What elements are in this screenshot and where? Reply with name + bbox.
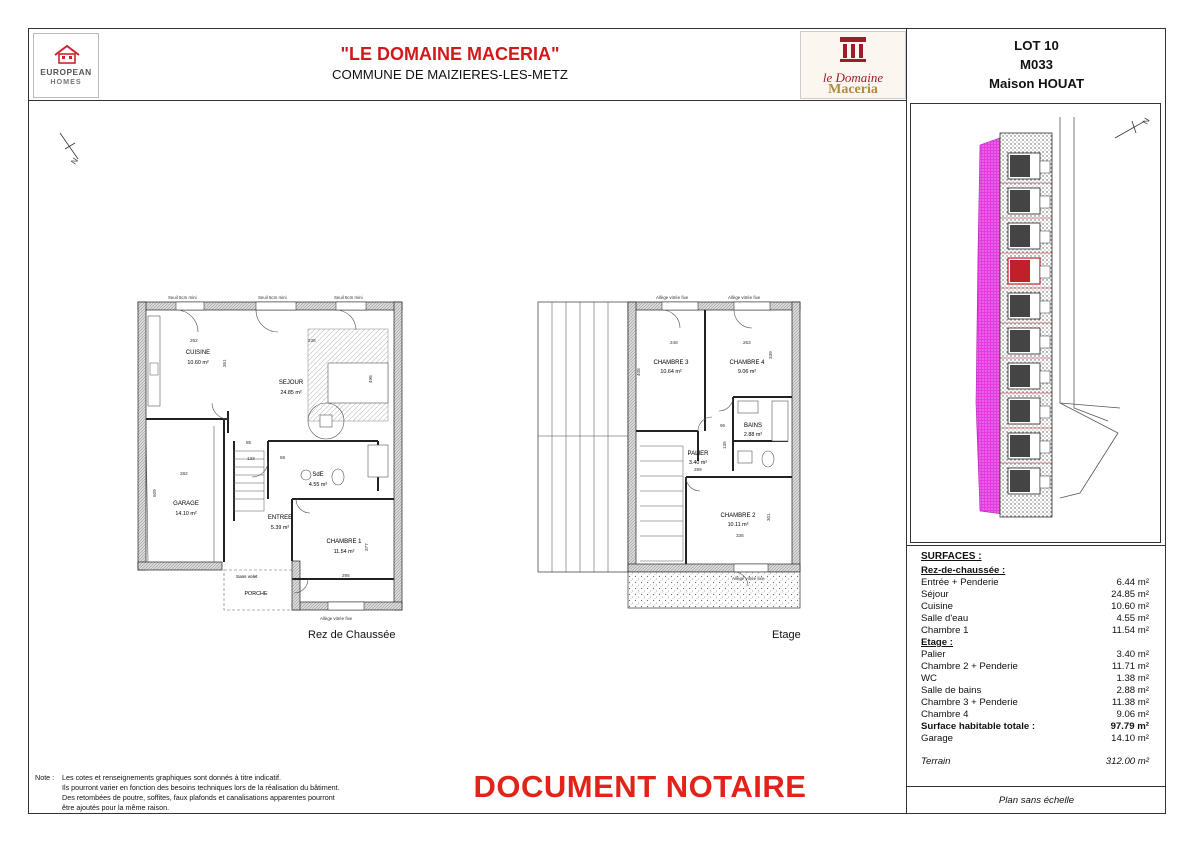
total-surface-row: Surface habitable totale : 97.79 m² — [921, 721, 1149, 732]
room-name: CHAMBRE 2 — [720, 513, 756, 519]
room-area: 3.40 m² — [688, 460, 708, 466]
room-name: CUISINE — [185, 350, 211, 356]
room-area: 10.64 m² — [660, 369, 682, 375]
dimension: 282 — [180, 471, 188, 476]
note-label: Note : — [35, 773, 55, 782]
window-note: Allège vitrée fixe — [732, 576, 765, 581]
room-name: SdE — [312, 472, 324, 478]
porch-label: PORCHE — [244, 591, 268, 597]
sill-label: Seuil 5cm mini — [334, 295, 363, 300]
dimension: 135 — [722, 441, 727, 449]
north-label: N — [69, 156, 80, 167]
room-name: SEJOUR — [278, 380, 304, 386]
ground-floor-caption: Rez de Chaussée — [308, 629, 396, 641]
site-plan — [910, 103, 1161, 543]
maceria-logo — [800, 31, 906, 99]
dimension: 509 — [152, 489, 157, 497]
room-area: 11.54 m² — [333, 549, 355, 555]
european-homes-logo — [33, 33, 99, 98]
note-line: être ajoutés pour la même raison. — [62, 803, 170, 812]
note-line: Ils pourront varier en fonction des besoins techniques lors de la réalisation du bâtiment. — [62, 783, 340, 792]
dimension: 351 — [222, 359, 227, 367]
project-subtitle: COMMUNE DE MAIZIERES-LES-METZ — [332, 67, 568, 82]
logo-line-2: HOMES — [50, 77, 82, 86]
room-name: CHAMBRE 4 — [729, 360, 765, 366]
dimension: 96 — [720, 423, 726, 428]
house-icon — [53, 44, 81, 64]
surface-row: Chambre 2 + Penderie 11.71 m² — [921, 661, 1149, 672]
surface-row: WC 1.38 m² — [921, 673, 1149, 684]
maceria-logo-line-2: Maceria — [828, 82, 878, 97]
surface-row: Salle de bains 2.88 m² — [921, 685, 1149, 696]
surfaces-top-line — [907, 545, 1166, 546]
dimension: 262 — [190, 338, 198, 343]
surface-row: Séjour 24.85 m² — [921, 589, 1149, 600]
project-title: "LE DOMAINE MACERIA" — [340, 44, 560, 64]
room-area: 4.55 m² — [308, 482, 328, 488]
house-model: Maison HOUAT — [989, 76, 1084, 91]
lot-reference: M033 — [1020, 57, 1053, 72]
room-name: BAINS — [743, 423, 763, 429]
scale-note: Plan sans échelle — [998, 795, 1075, 806]
dimension: 85 — [246, 440, 252, 445]
note-line: Des retombées de poutre, soffites, faux plafonds et canalisations apparentes pourront — [62, 793, 335, 802]
room-name: PALIER — [687, 451, 709, 457]
upper-floor-plan — [538, 295, 800, 608]
dimension: 336 — [736, 533, 744, 538]
room-area: 10.60 m² — [187, 360, 209, 366]
room-name: CHAMBRE 3 — [653, 360, 689, 366]
site-north-arrow — [1115, 121, 1145, 138]
surface-row: Chambre 3 + Penderie 11.38 m² — [921, 697, 1149, 708]
surface-row: Entrée + Penderie 6.44 m² — [921, 577, 1149, 588]
room-name: CHAMBRE 1 — [326, 539, 362, 545]
window-note: Allège vitrée fixe — [656, 295, 689, 300]
dimension: 408 — [636, 368, 641, 376]
room-area: 24.85 m² — [280, 390, 302, 396]
porch-note: Sans volet — [236, 574, 258, 579]
right-column-divider — [906, 28, 907, 814]
dimension: 498 — [368, 375, 373, 383]
dimension: 263 — [743, 340, 751, 345]
upper-floor-caption: Etage — [772, 629, 801, 641]
sill-label: Seuil 5cm mini — [168, 295, 197, 300]
room-area: 5.39 m² — [270, 525, 290, 531]
room-name: ENTREE — [267, 515, 293, 521]
site-north-label: N — [1140, 116, 1152, 126]
room-area: 14.10 m² — [175, 511, 197, 517]
room-area: 10.11 m² — [727, 522, 749, 528]
lot-number: LOT 10 — [1014, 38, 1059, 53]
room-area: 9.06 m² — [737, 369, 757, 375]
document-stamp: DOCUMENT NOTAIRE — [473, 769, 807, 804]
dimension: 238 — [308, 338, 316, 343]
dimension: 339 — [768, 351, 773, 359]
dimension: 295 — [342, 573, 350, 578]
room-area: 2.88 m² — [743, 432, 763, 438]
sill-label: Seuil 5cm mini — [258, 295, 287, 300]
window-note: Allège vitrée fixe — [320, 616, 353, 621]
upper-floor-title: Etage : — [921, 637, 953, 648]
dimension: 248 — [670, 340, 678, 345]
room-name: GARAGE — [173, 501, 199, 507]
dimension: 88 — [280, 455, 286, 460]
maceria-logo-line-1: le Domaine — [822, 70, 884, 85]
scale-note-line — [907, 786, 1166, 787]
surface-row: Salle d'eau 4.55 m² — [921, 613, 1149, 624]
north-arrow — [60, 133, 78, 159]
column-icon — [838, 35, 868, 63]
dimension: 289 — [694, 467, 702, 472]
floor-plans — [28, 101, 906, 641]
terrain-surface-row: Terrain 312.00 m² — [921, 756, 1149, 767]
ground-floor-plan — [138, 295, 402, 621]
dimension: 133 — [247, 456, 255, 461]
surface-row: Palier 3.40 m² — [921, 649, 1149, 660]
surfaces-title: SURFACES : — [921, 551, 982, 562]
ground-floor-title: Rez-de-chaussée : — [921, 565, 1006, 576]
logo-line-1: EUROPEAN — [40, 67, 92, 77]
dimension: 377 — [364, 543, 369, 551]
dimension: 301 — [766, 513, 771, 521]
surface-row: Cuisine 10.60 m² — [921, 601, 1149, 612]
garage-surface-row: Garage 14.10 m² — [921, 733, 1149, 744]
note-line: Les cotes et renseignements graphiques sont donnés à titre indicatif. — [62, 773, 281, 782]
window-note: Allège vitrée fixe — [728, 295, 761, 300]
surface-row: Chambre 4 9.06 m² — [921, 709, 1149, 720]
surface-row: Chambre 1 11.54 m² — [921, 625, 1149, 636]
